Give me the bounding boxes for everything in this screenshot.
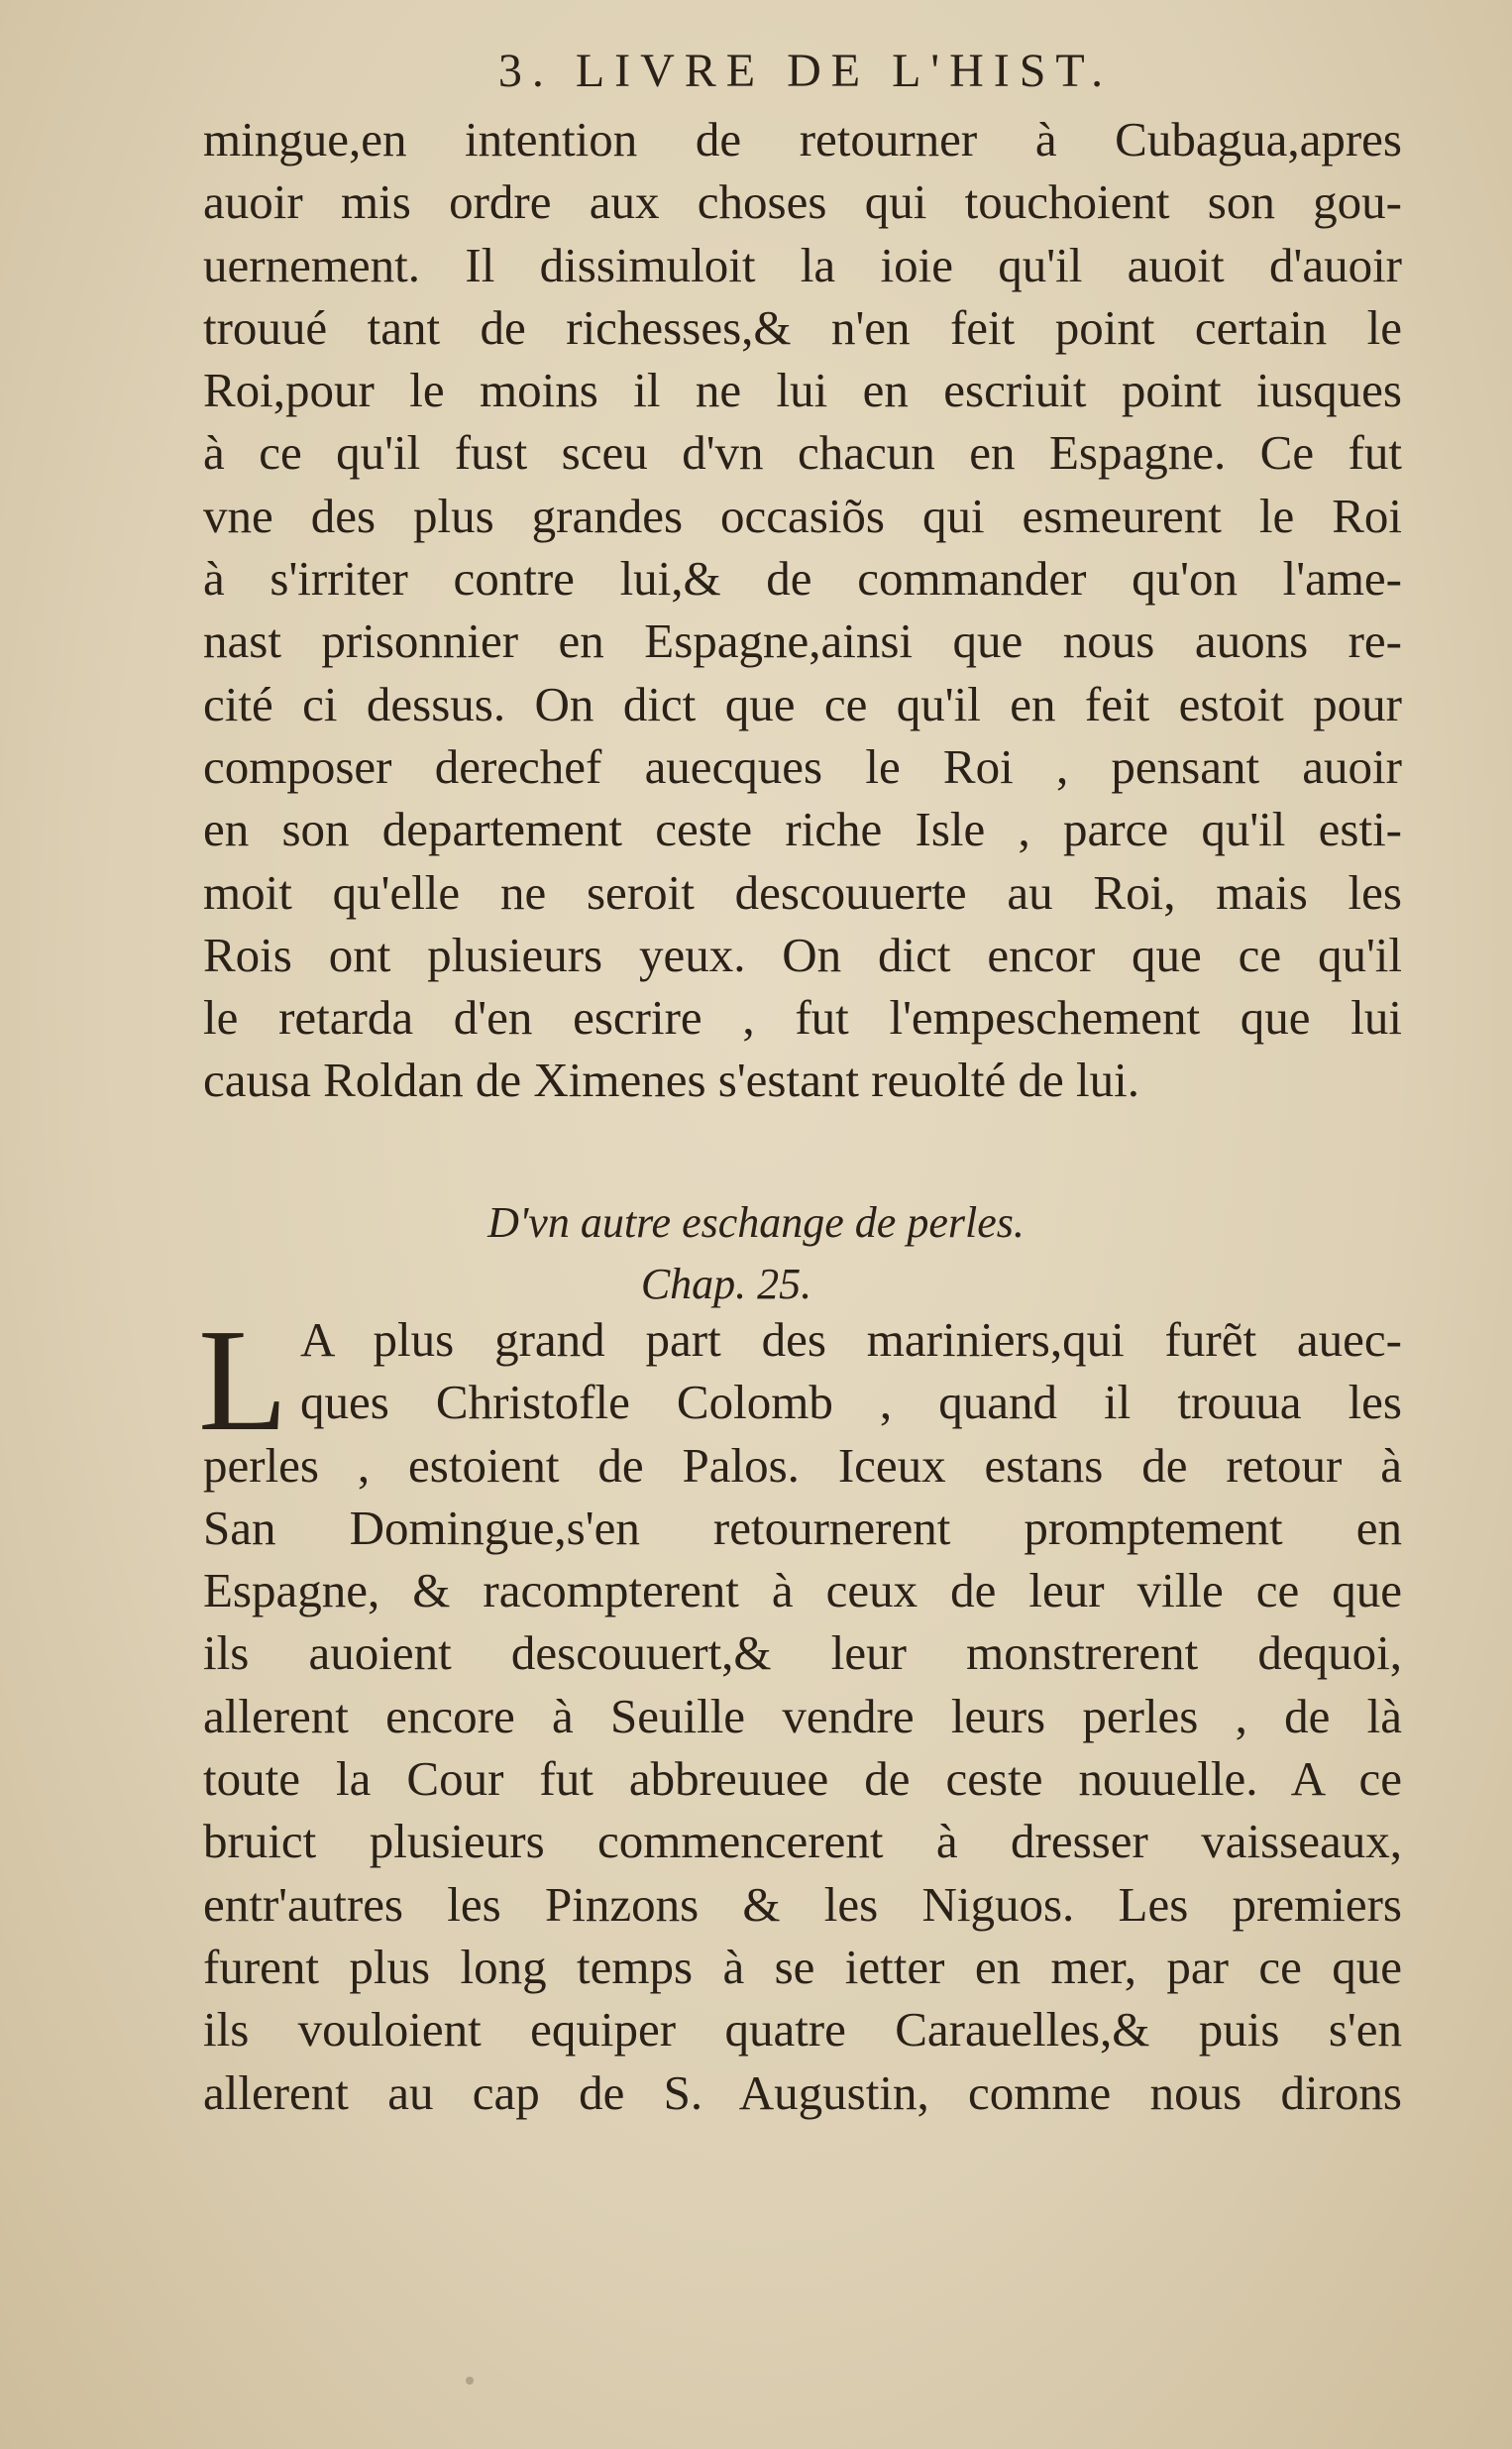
text-line: en son departement ceste riche Isle , parce qu'il esti- (203, 802, 1402, 857)
text-line: perles , estoient de Palos. Iceux estans de retour à (203, 1437, 1402, 1493)
chapter-heading (0, 1192, 1512, 1315)
text-line: auoir mis ordre aux choses qui touchoient son gou- (203, 174, 1402, 230)
text-line: ils auoient descouuert,& leur monstrerent dequoi, (203, 1625, 1402, 1681)
text-line: à s'irriter contre lui,& de commander qu'on l'ame- (203, 551, 1402, 607)
text-line: ils vouloient equiper quatre Carauelles,& puis s'en (203, 2002, 1402, 2058)
text-line: Espagne, & racompterent à ceux de leur ville ce que (203, 1563, 1402, 1618)
text-line: A plus grand part des mariniers,qui furẽt auec- (300, 1312, 1402, 1367)
text-line: moit qu'elle ne seroit descouuerte au Roi, mais les (203, 864, 1402, 920)
ink-speck (466, 2377, 474, 2385)
running-head: 3. LIVRE DE L'HIST. (497, 45, 1114, 97)
text-line: mingue,en intention de retourner à Cubagua,apres (203, 112, 1402, 167)
text-line: composer derechef auecques le Roi , pensant auoir (203, 738, 1402, 794)
text-line: bruict plusieurs commencerent à dresser vaisseaux, (203, 1814, 1402, 1869)
text-line: le retarda d'en escrire , fut l'empeschement que lui (203, 990, 1402, 1046)
chapter-number: Chap. 25. (640, 1260, 812, 1308)
paragraph-continuation (203, 108, 1402, 1112)
text-line: furent plus long temps à se ietter en mer, par ce que (203, 1939, 1402, 1994)
text-line: toute la Cour fut abbreuuee de ceste nouuelle. A ce (203, 1751, 1402, 1807)
text-line: allerent au cap de S. Augustin, comme nous dirons (203, 2064, 1402, 2120)
text-line: allerent encore à Seuille vendre leurs perles , de là (203, 1688, 1402, 1743)
text-line: uernement. Il dissimuloit la ioie qu'il auoit d'auoir (203, 237, 1402, 292)
text-line: causa Roldan de Ximenes s'estant reuolté de lui. (203, 1053, 1139, 1108)
text-line: trouué tant de richesses,& n'en feit point certain le (203, 299, 1402, 355)
text-line: vne des plus grandes occasiõs qui esmeurent le Roi (203, 488, 1402, 543)
drop-capital: L (198, 1299, 288, 1462)
chapter-body (203, 1308, 1402, 2124)
text-line: nast prisonnier en Espagne,ainsi que nous auons re- (203, 613, 1402, 669)
text-line: cité ci dessus. On dict que ce qu'il en feit estoit pour (203, 676, 1402, 731)
text-line: Rois ont plusieurs yeux. On dict encor que ce qu'il (203, 927, 1402, 982)
text-line: ques Christofle Colomb , quand il trouua les (300, 1375, 1402, 1430)
text-line: entr'autres les Pinzons & les Niguos. Les premiers (203, 1876, 1402, 1932)
text-line: San Domingue,s'en retournerent promptement en (203, 1500, 1402, 1555)
text-line: Roi,pour le moins il ne lui en escriuit point iusques (203, 363, 1402, 418)
chapter-title: D'vn autre eschange de perles. (487, 1198, 1025, 1247)
text-line: à ce qu'il fust sceu d'vn chacun en Espagne. Ce fut (203, 425, 1402, 481)
